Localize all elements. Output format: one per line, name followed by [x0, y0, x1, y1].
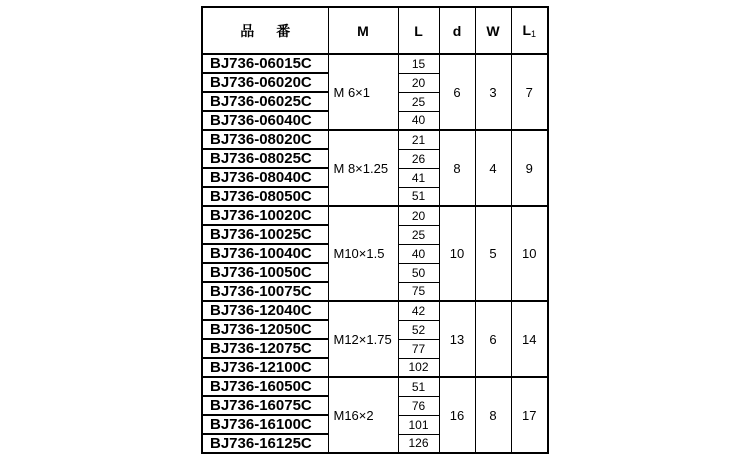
- part-number-cell: BJ736-16075C: [202, 396, 328, 415]
- part-number-cell: BJ736-10050C: [202, 263, 328, 282]
- part-number-cell: BJ736-08050C: [202, 187, 328, 206]
- length-cell: 26: [398, 149, 439, 168]
- l1-cell: 17: [511, 377, 548, 453]
- width-cell: 3: [475, 54, 511, 130]
- part-number-cell: BJ736-10075C: [202, 282, 328, 301]
- part-number-cell: BJ736-08040C: [202, 168, 328, 187]
- thread-size-cell: M12×1.75: [328, 301, 398, 377]
- table-row: [202, 130, 548, 149]
- header-part-number: 品番: [202, 7, 328, 54]
- table-row: [202, 301, 548, 320]
- table-row: [202, 206, 548, 225]
- part-number-cell: BJ736-06040C: [202, 111, 328, 130]
- part-number-cell: BJ736-06025C: [202, 92, 328, 111]
- l1-cell: 7: [511, 54, 548, 130]
- spec-group: [202, 130, 548, 206]
- length-cell: 50: [398, 263, 439, 282]
- part-number-cell: BJ736-10025C: [202, 225, 328, 244]
- spec-group: [202, 301, 548, 377]
- spec-table: [201, 6, 549, 454]
- width-cell: 5: [475, 206, 511, 301]
- table-row: [202, 54, 548, 73]
- header-row: [202, 7, 548, 54]
- table-row: [202, 377, 548, 396]
- thread-size-cell: M 8×1.25: [328, 130, 398, 206]
- length-cell: 25: [398, 92, 439, 111]
- length-cell: 20: [398, 73, 439, 92]
- width-cell: 6: [475, 301, 511, 377]
- l1-cell: 9: [511, 130, 548, 206]
- diameter-cell: 13: [439, 301, 475, 377]
- l1-cell: 10: [511, 206, 548, 301]
- length-cell: 77: [398, 339, 439, 358]
- part-number-cell: BJ736-10040C: [202, 244, 328, 263]
- length-cell: 15: [398, 54, 439, 73]
- thread-size-cell: M 6×1: [328, 54, 398, 130]
- length-cell: 126: [398, 434, 439, 453]
- spec-group: [202, 377, 548, 453]
- length-cell: 21: [398, 130, 439, 149]
- width-cell: 4: [475, 130, 511, 206]
- length-cell: 102: [398, 358, 439, 377]
- length-cell: 76: [398, 396, 439, 415]
- part-number-cell: BJ736-10020C: [202, 206, 328, 225]
- length-cell: 75: [398, 282, 439, 301]
- part-number-cell: BJ736-06020C: [202, 73, 328, 92]
- l1-cell: 14: [511, 301, 548, 377]
- part-number-cell: BJ736-06015C: [202, 54, 328, 73]
- diameter-cell: 16: [439, 377, 475, 453]
- header-l1-main: L: [522, 22, 532, 38]
- length-cell: 40: [398, 111, 439, 130]
- header-l1: [511, 7, 548, 54]
- header-l: L: [398, 7, 439, 54]
- spec-group: [202, 54, 548, 130]
- diameter-cell: 6: [439, 54, 475, 130]
- part-number-cell: BJ736-16125C: [202, 434, 328, 453]
- diameter-cell: 8: [439, 130, 475, 206]
- length-cell: 51: [398, 377, 439, 396]
- diameter-cell: 10: [439, 206, 475, 301]
- header-w: W: [475, 7, 511, 54]
- part-number-cell: BJ736-12040C: [202, 301, 328, 320]
- part-number-cell: BJ736-16050C: [202, 377, 328, 396]
- header-m: M: [328, 7, 398, 54]
- length-cell: 52: [398, 320, 439, 339]
- length-cell: 51: [398, 187, 439, 206]
- part-number-cell: BJ736-08025C: [202, 149, 328, 168]
- width-cell: 8: [475, 377, 511, 453]
- length-cell: 25: [398, 225, 439, 244]
- length-cell: 40: [398, 244, 439, 263]
- part-number-cell: BJ736-16100C: [202, 415, 328, 434]
- length-cell: 101: [398, 415, 439, 434]
- thread-size-cell: M10×1.5: [328, 206, 398, 301]
- thread-size-cell: M16×2: [328, 377, 398, 453]
- part-number-cell: BJ736-12100C: [202, 358, 328, 377]
- length-cell: 42: [398, 301, 439, 320]
- part-number-cell: BJ736-12075C: [202, 339, 328, 358]
- spec-group: [202, 206, 548, 301]
- length-cell: 41: [398, 168, 439, 187]
- part-number-cell: BJ736-12050C: [202, 320, 328, 339]
- header-d: d: [439, 7, 475, 54]
- part-number-cell: BJ736-08020C: [202, 130, 328, 149]
- table-header: [202, 7, 548, 54]
- header-l1-sub: 1: [531, 29, 537, 39]
- length-cell: 20: [398, 206, 439, 225]
